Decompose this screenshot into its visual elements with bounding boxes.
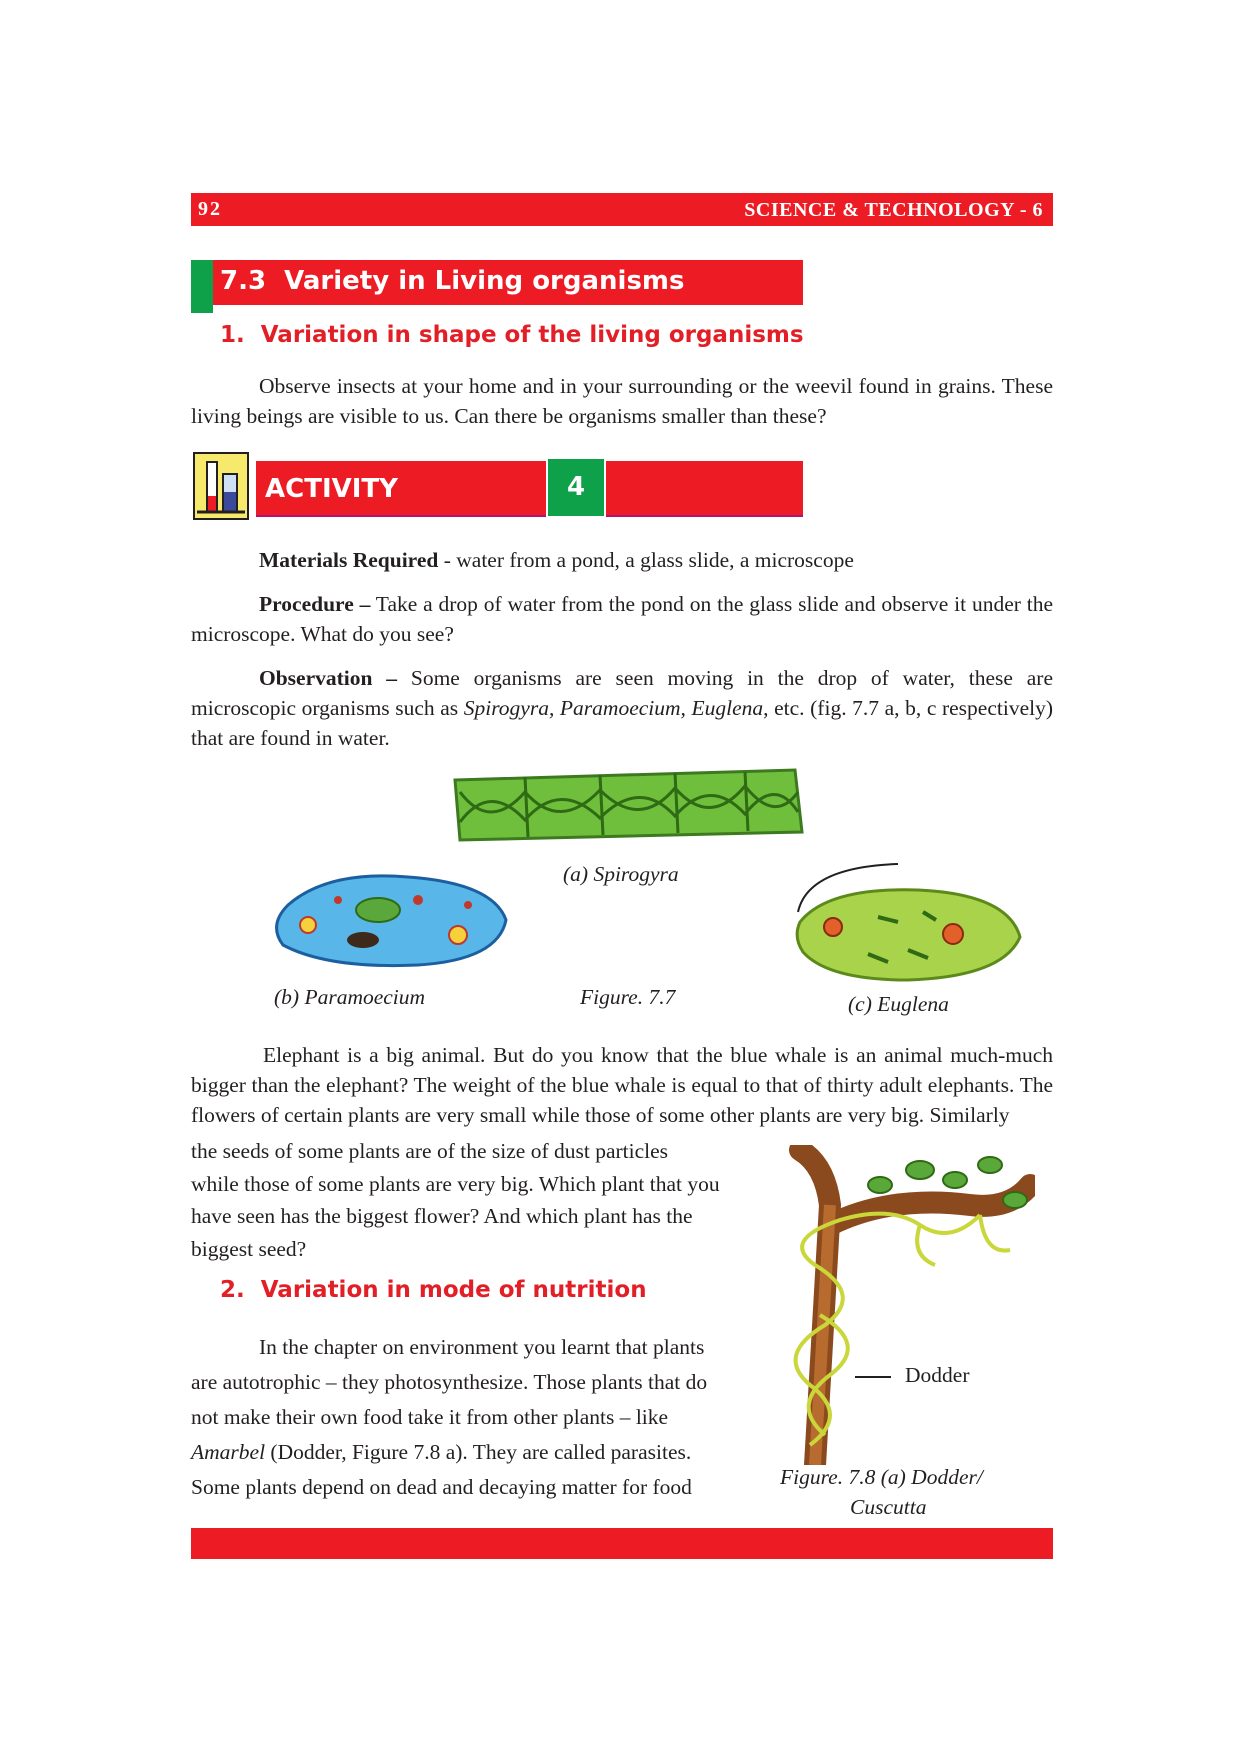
procedure-label: Procedure – [259,592,371,616]
observation-text-1: Some organisms are seen moving in the drop of water, these are microscopic organisms such as [191,666,1053,720]
page-number: 92 [198,198,222,220]
nutrition-text-b: (Dodder, Figure 7.8 a). They are called parasites. Some plants depend on dead and decaying matter for food [191,1440,692,1499]
caption-spirogyra: (a) Spirogyra [563,862,679,886]
activity-body [191,545,1053,753]
activity-banner-end [606,461,803,517]
spirogyra-illustration [440,762,810,857]
observation-text-2: , etc. (fig. 7.7 a, b, c respectively) that are found in water. [191,696,1054,750]
materials-paragraph [191,545,1053,575]
observation-organisms: Spirogyra, Paramoecium, Euglena [463,696,764,720]
footer-bar [191,1528,1053,1559]
caption-euglena: (c) Euglena [848,992,949,1016]
dodder-pointer-line [855,1376,891,1378]
nutrition-paragraph [191,1330,721,1505]
nutrition-text-a: In the chapter on environment you learnt that plants are autotrophic – they photosynthesize. Those plants that do not make their own food take it from other plants – like [191,1335,708,1429]
beaker-icon [193,452,249,520]
dodder-label: Dodder [905,1363,970,1387]
section-title: 7.3 Variety in Living organisms [220,266,685,296]
section-accent [191,260,213,313]
nutrition-amarbel: Amarbel [191,1440,266,1464]
caption-figure-7-7: Figure. 7.7 [580,985,676,1009]
materials-text: - water from a pond, a glass slide, a microscope [438,548,854,572]
caption-paramoecium: (b) Paramoecium [274,985,426,1009]
procedure-text: Take a drop of water from the pond on the glass slide and observe it under the microscope. What do you see? [191,592,1054,646]
caption-figure-7-8-line2: Cuscutta [850,1495,927,1519]
dodder-illustration [770,1145,1035,1465]
book-title: SCIENCE & TECHNOLOGY - 6 [744,199,1043,221]
paramoecium-illustration [268,865,513,975]
procedure-paragraph [191,589,1053,649]
activity-label: ACTIVITY [265,474,398,504]
subheading-nutrition: 2. Variation in mode of nutrition [220,1277,647,1303]
activity-number: 4 [566,472,586,502]
intro-paragraph: Observe insects at your home and in your surrounding or the weevil found in grains. These living beings are visible to us. Can there be organisms smaller than these? [191,374,1053,428]
subheading-shape: 1. Variation in shape of the living organisms [220,322,804,348]
seed-paragraph: the seeds of some plants are of the size of dust particles while those of some plants are very big. Which plant that you have seen has the biggest flower? And which plant has the biggest seed? [191,1139,720,1261]
observation-paragraph [191,663,1053,753]
observation-label: Observation – [259,666,398,690]
caption-figure-7-8-line1: Figure. 7.8 (a) Dodder/ [780,1465,983,1489]
euglena-illustration [788,862,1028,987]
materials-label: Materials Required [259,548,439,572]
size-paragraph: Elephant is a big animal. But do you know that the blue whale is an animal much-much bigger than the elephant? The weight of the blue whale is equal to that of thirty adult elephants. The flowers of certain plants are very small while those of some other plants are very big. Similarly [191,1043,1053,1127]
